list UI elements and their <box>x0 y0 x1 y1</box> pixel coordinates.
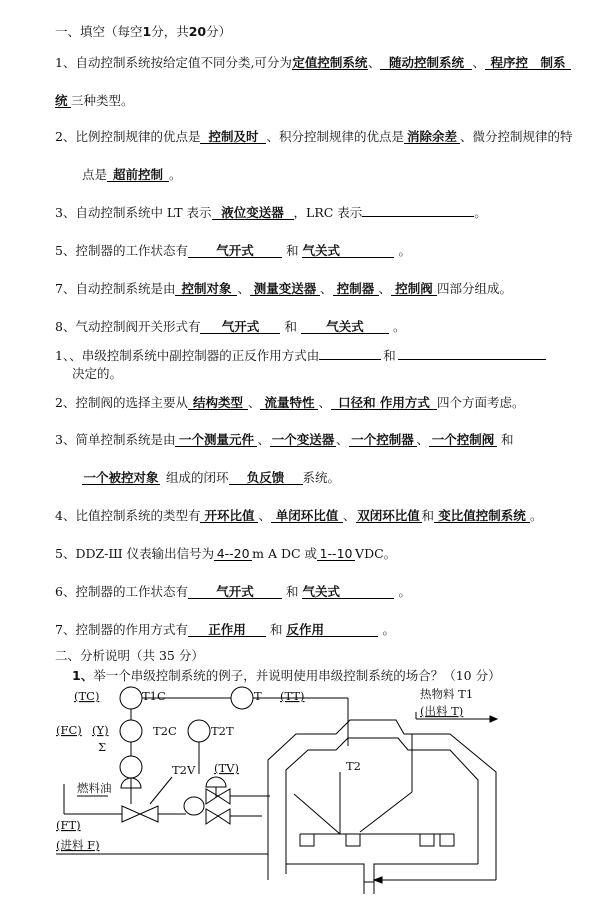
tt-transmitter-circle <box>231 687 253 709</box>
question-2 <box>55 127 573 145</box>
answer-3: 程序控 制系 <box>485 56 571 70</box>
question-7 <box>55 279 512 297</box>
question-text: 比值控制系统的类型有 <box>75 508 201 523</box>
answer-1: 气开式 <box>188 585 282 599</box>
question-text: 和 <box>501 432 514 447</box>
section-1-heading <box>55 22 231 40</box>
question-3b <box>55 430 514 448</box>
answer-2: 反作用 <box>286 623 378 637</box>
separator: 、 <box>367 55 381 70</box>
question-text: VDC。 <box>355 546 397 561</box>
question-text: 自动控制系统按给定值不同分类,可分为 <box>75 55 292 70</box>
separator: 、 <box>378 281 392 296</box>
question-8 <box>55 317 406 335</box>
cascade-control-diagram <box>0 684 603 909</box>
answer-1: 结构类型 <box>188 396 248 410</box>
question-text: 举一个串级控制系统的例子，并说明使用串级控制系统的场合？（10 分） <box>93 668 501 683</box>
label-outlet: (出料 T) <box>420 704 464 718</box>
answer-2: 随动控制系统 <box>380 56 472 70</box>
question-text: 控制阀的选择主要从 <box>75 395 188 410</box>
answer-blank <box>362 205 474 217</box>
answer-2: 气关式 <box>302 585 394 599</box>
answer-1: 控制及时 <box>200 130 266 144</box>
question-text: 、积分控制规律的优点是 <box>266 129 404 144</box>
answer-4: 控制阀 <box>391 282 437 296</box>
answer-1: 开环比值 <box>200 509 258 523</box>
separator: 、 <box>237 281 250 296</box>
question-3b-line2 <box>82 468 340 486</box>
question-number: 6、 <box>55 584 76 599</box>
label-inlet: (进料 F) <box>56 838 100 852</box>
answer-3: 超前控制 <box>107 168 169 182</box>
furnace-outline <box>268 720 496 880</box>
separator: 、 <box>257 432 270 447</box>
question-text: 。 <box>169 167 182 182</box>
label-t2: T2 <box>346 759 361 773</box>
question-5 <box>55 241 411 259</box>
question-text: 决定的。 <box>72 366 123 381</box>
question-number: 1、、 <box>55 348 82 363</box>
question-text: 气动控制阀开关形式有 <box>75 319 201 334</box>
answer-3: 控制器 <box>333 282 379 296</box>
question-number: 2、 <box>55 129 76 144</box>
answer-blank-2 <box>398 348 546 360</box>
answer-1: 正作用 <box>188 623 266 637</box>
question-text: 。 <box>398 243 411 258</box>
question-2b <box>55 393 525 411</box>
label-t2v: T2V <box>172 763 196 777</box>
question-text: 和 <box>269 622 283 637</box>
separator: 、 <box>335 432 349 447</box>
question-1-line2 <box>55 91 134 109</box>
question-text: 控制器的工作状态有 <box>75 243 188 258</box>
separator: 、 <box>258 508 271 523</box>
answer-1: 定值控制系统 <box>292 55 368 70</box>
question-text: 自动控制系统是由 <box>75 281 176 296</box>
label-t1c: T1C <box>142 689 166 703</box>
tv-valve-2 <box>206 809 218 824</box>
separator: 、 <box>472 55 485 70</box>
label-t2t: T2T <box>211 724 234 738</box>
answer-4: 一个控制阀 <box>429 433 497 447</box>
answer-3: 一个控制器 <box>349 433 417 447</box>
answer-2: 单闭环比值 <box>271 509 343 523</box>
section-2-heading: 二、分析说明（共 35 分） <box>55 648 204 663</box>
answer-1: 4--20 <box>214 547 252 561</box>
heading-part-b: 1 <box>142 24 152 39</box>
question-number: 4、 <box>55 508 76 523</box>
question-text: 串级控制系统中副控制器的正反作用方式由 <box>81 348 320 363</box>
label-sigma: Σ <box>98 740 107 754</box>
question-text: 四个方面考虑。 <box>437 395 525 410</box>
mixer <box>184 797 204 815</box>
question-text: 。 <box>382 622 395 637</box>
question-text: 组成的闭环 <box>166 470 229 485</box>
question-text: 简单控制系统是由 <box>75 432 176 447</box>
question-number: 3、 <box>55 432 76 447</box>
label-fuel-oil: 燃料油 <box>77 781 112 795</box>
answer-2: 测量变送器 <box>250 282 320 296</box>
fc-controller-circle <box>120 756 142 778</box>
answer-blank-1 <box>319 348 381 360</box>
question-text: 和 <box>284 319 297 334</box>
question-number: 1、 <box>55 55 76 70</box>
heading-part-d: 20 <box>188 24 207 39</box>
label-ft: (FT) <box>56 818 81 832</box>
question-text: 和 <box>421 508 435 523</box>
question-text: 、微分控制规律的特 <box>459 129 573 144</box>
answer-2: 消除余差 <box>404 130 460 144</box>
question-text: 控制器的工作状态有 <box>75 584 188 599</box>
fuel-valve <box>122 806 140 822</box>
question-number: 5、 <box>55 243 76 258</box>
question-text: 系统。 <box>302 470 341 485</box>
answer-3: 口径和 作用方式 <box>331 396 437 410</box>
tv-actuator <box>206 777 226 787</box>
answer-1: 气开式 <box>200 320 280 334</box>
answer-2: 流量特性 <box>260 396 318 410</box>
separator: 、 <box>342 508 356 523</box>
question-text: 和 <box>383 348 396 363</box>
question-text: 比例控制规律的优点是 <box>75 129 201 144</box>
question-1 <box>55 53 571 71</box>
question-text: ，LRC 表示 <box>293 205 363 220</box>
question-text: 和 <box>285 584 299 599</box>
question-text: m A DC 或 <box>252 546 318 561</box>
question-text: 。 <box>392 319 406 334</box>
question-number: 2、 <box>55 395 76 410</box>
label-t2c: T2C <box>153 724 177 738</box>
answer-3-cont: 统 <box>55 94 71 108</box>
separator: 、 <box>416 432 430 447</box>
answer-3: 双闭环比值 <box>357 508 420 523</box>
question-text: 。 <box>398 584 411 599</box>
label-tv: (TV) <box>214 761 239 775</box>
separator: 、 <box>319 281 333 296</box>
answer-1: 液位变送器 <box>212 206 294 220</box>
question-number: 7、 <box>55 622 76 637</box>
heading-part-c: 分，共 <box>151 24 189 39</box>
t2t-transmitter-circle <box>188 720 210 742</box>
label-tc: (TC) <box>74 689 100 703</box>
separator: 、 <box>318 395 331 410</box>
question-2-line2 <box>82 165 182 183</box>
answer-2: 气关式 <box>301 320 389 334</box>
answer-1: 一个测量元件 <box>175 433 257 447</box>
question-number: 1、 <box>72 668 94 683</box>
answer-1: 控制对象 <box>175 282 237 296</box>
question-text: 和 <box>285 243 299 258</box>
question-7b <box>55 620 395 638</box>
answer-5: 一个被控对象 <box>83 470 159 485</box>
question-6b <box>55 582 411 600</box>
question-text: 四部分组成。 <box>437 281 513 296</box>
question-text: 控制器的作用方式有 <box>75 622 188 637</box>
question-text: 自动控制系统中 LT 表示 <box>75 205 212 220</box>
t1c-controller-circle <box>120 687 142 709</box>
separator: 、 <box>247 395 261 410</box>
answer-4: 变比值控制系统 <box>434 509 530 523</box>
label-t: T <box>254 689 262 703</box>
question-number: 8、 <box>55 319 76 334</box>
heading-part-a: 一、填空（每空 <box>55 24 143 39</box>
question-text: 三种类型。 <box>71 93 134 108</box>
question-number: 5、 <box>55 546 76 561</box>
t2c-controller-circle <box>120 720 142 742</box>
question-1b <box>55 346 546 364</box>
question-text: DDZ-Ш 仪表输出信号为 <box>75 546 215 561</box>
question-1b-line2 <box>72 364 122 382</box>
answer-6: 负反馈 <box>229 471 303 485</box>
question-text: 。 <box>530 508 543 523</box>
question-4b <box>55 506 543 524</box>
answer-2: 一个变送器 <box>271 432 335 447</box>
label-fc: (FC) <box>56 723 82 737</box>
answer-1: 气开式 <box>188 244 282 258</box>
heading-part-e: 分） <box>206 24 232 39</box>
label-hot-material: 热物料 T1 <box>420 687 474 701</box>
question-5b <box>55 544 396 562</box>
label-tt: (TT) <box>280 689 305 703</box>
section-2-question-1 <box>72 666 501 684</box>
question-text: 点是 <box>82 167 108 182</box>
answer-2: 1--10 <box>317 547 355 561</box>
question-text: 。 <box>474 205 487 220</box>
answer-2: 气关式 <box>302 244 394 258</box>
question-number: 3、 <box>55 205 76 220</box>
question-3 <box>55 203 487 221</box>
question-number: 7、 <box>55 281 76 296</box>
label-y: (Y) <box>92 723 109 737</box>
